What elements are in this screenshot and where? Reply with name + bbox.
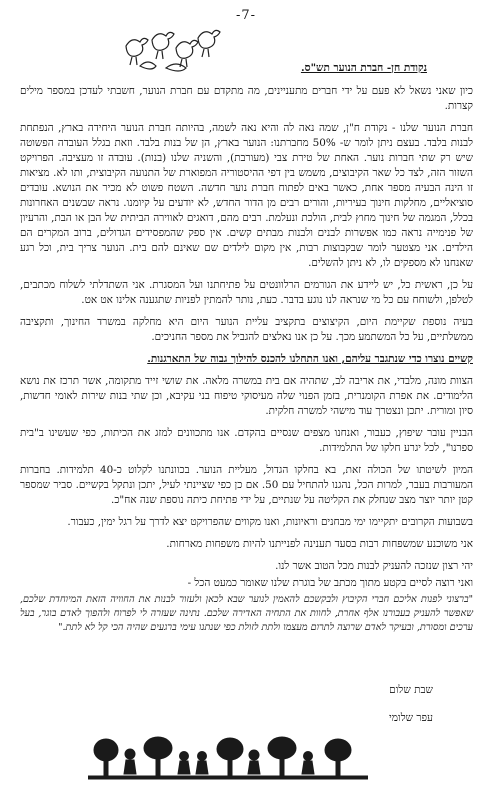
paragraph-next-weeks: בשבועות הקרובים יתקיימו ימי מבחנים וראיונות, ואנו מקווים שהפרויקט יצא לדרך על רגל ימין, כעבור. [67, 516, 473, 528]
signoff-greeting: שבת שלום [389, 684, 433, 696]
paragraph-recruitment: המיון לשיטתו של הכולה זאת, בא בחלקו הגדול, מעליית הנוער. בכוונתנו לקלוט כ-40 תלמידות. בחברות המעורבות בעבר, למרות הכל, נהגנו להתחיל עם 50. אם כן כפי שציינתי לעיל, יתכן ונתקל בקשיים. סביר שמספר קטן יותר יוצר מצב שנחלק את הקליטה על שנתיים, על ידי פתיחת כיתה נוספת שנה אח"כ. [20, 464, 473, 506]
paragraph-outreach: על כן, ראשית כל, יש ליידע את הגורמים הרלוונטים על פתיחתנו ועל המסגרת. אני השתדלתי לשלוח מכתבים, לטלפן, ולשוחח עם כל מי שנראה לנו נוגע בדבר. כעת, נותר להמתין לפניות שתגענה אלינו אט אט. [20, 279, 473, 306]
children-and-trees-drawing-icon [88, 736, 368, 780]
paragraph-headline: קשיים נוצרו כדי שנתגבר עליהם, ואנו התחלנו להכנס להילוך גבוה של התארגנות. [147, 353, 473, 365]
paragraph-staff: הצוות מונה, מלבדי, את אריבה לב, שתהיה אם בית במשרה מלאה. את שושי זייד מתקומה, אשר תרכז את נושא הלימודים. את אפרת הקומנרית, בזמן הפנוי שלה מעיסוקי טיפוח בני עקיבא, וכן שתי בנות שירות לאומי חדשות, סיון ומורית. יתכן ונצטרך עוד מישהי למשרה חלקית. [20, 375, 473, 417]
paragraph-intro: כיון שאני נשאל לא פעם על ידי חברים מתעניינים, מה מתקדם עם חברת הנוער, חשבתי לעדכן במספר מילים קצרות. [20, 85, 473, 112]
paragraph-host-families: אני משוכנע שמשפחות רבות בסעד תענינה לפנייתנו להיות משפחות מארחות. [166, 538, 473, 550]
chickens-drawing-icon [118, 26, 228, 76]
signoff-block [389, 676, 433, 732]
signoff-author: עפר שלומי [389, 712, 433, 724]
document-title: נקודת חן- חברת הנוער תש"ס. [300, 62, 427, 74]
paragraph-history: חברת הנוער שלנו - נקודת ח"ן, שמה נאה לה והיא נאה לשמה, בהיותה חברת הנוער היחידה בארץ, הנפתחת לבנות בלבד. בעצם ניתן לומר ש- 50% מחברתנו: הנוער בארץ, הן של בנות בלבד. וזאת בגלל העובדה הפשוטה שיש רק שתי חברות נוער. האחת של טירת צבי (מעורבת), והשניה שלנו (בנות). עובדה זו מעציבה. הפרויקט השזור הזה, לצד כל שאר הקיבוצים, משמש בין דפי ההיסטוריה המפוארת של התנועה הקיבוצית, ותו לא. מציאות זו הינה הבעיה מספר אחת, כאשר באים לפתוח חברת נוער חדשה. השטח פשוט לא מכיר את הנושא. עובדים סוציאליים, מחלקות חינוך בעיריות, והורים רבים מן הדור החדש, לא יודעים על קיומנו. נראה שבשנים האחרונות בכלל, המגמה של חינוך מחוץ לבית, הולכת ונעלמת. רבים מהם, דואגים לאווירה הביתית של הבן או הבת, והרעיון של פנימייה נראה כמו אפשרות לבנים ולבנות מבתים קשים. אין ספק שהמפסידים הגדולים, ברוב המקרים הם הילדים. אני מצטער לומר שבקבוצות רבות, אין מקום לילדים שם שאינם להם בית. הנוער צריך בית, וכל רגע שאנחנו לא מספקים לו, לא ניתן להשלים. [20, 122, 473, 269]
page-number: -7- [235, 8, 257, 23]
letter-body [20, 84, 473, 642]
paragraph-budget-cuts: בעיה נוספת שקיימת היום, הקיצוצים בתקציב עליית הנוער היום היא מחלקה במשרד החינוך, ותקציבה ממשלתיים, על כל המשתמע מכך. על כן אנו נאלצים להגביל את מספר החניכים. [20, 316, 473, 343]
paragraph-building: הבניין עובר שיפוץ, כעבור, ואנחנו מצפים שנסיים בהקדם. אנו מתכוונים למזג את הכיתות, כפי שעשינו ב"בית ספרנו", לכל יגרע חלקו של התלמידות. [20, 427, 473, 454]
paragraph-quote-intro: ואני רוצה לסיים בקטע מתוך מכתב של בוגרת שלנו שאומר כמעט הכל - [187, 577, 473, 589]
graduate-quote: "ברצוני לפנות אליכם חברי הקיבוץ ולבקשכם להאמין לנוער שבא לכאן ולעזור לבנות את החוויה הזאת המיוחדת שלכם, שאפשר להעניק בעבורנו אלף אחרת, לחוות את התחיה האדירה שלכם. נתינה שעזרה לי לפרוח ולהפוך לאדם בוגר, בעל ערכים ומסורת, ובעיקר לאדם שרוצה לתרום מעצמו ולתת לזולת כפי שנתנו עימי ברגעים שהיה הכי קל לא לתת." [20, 594, 473, 633]
paragraph-wish: יהי רצון שנזכה להעניק לבנות מכל הטוב אשר לנו. [275, 560, 473, 572]
